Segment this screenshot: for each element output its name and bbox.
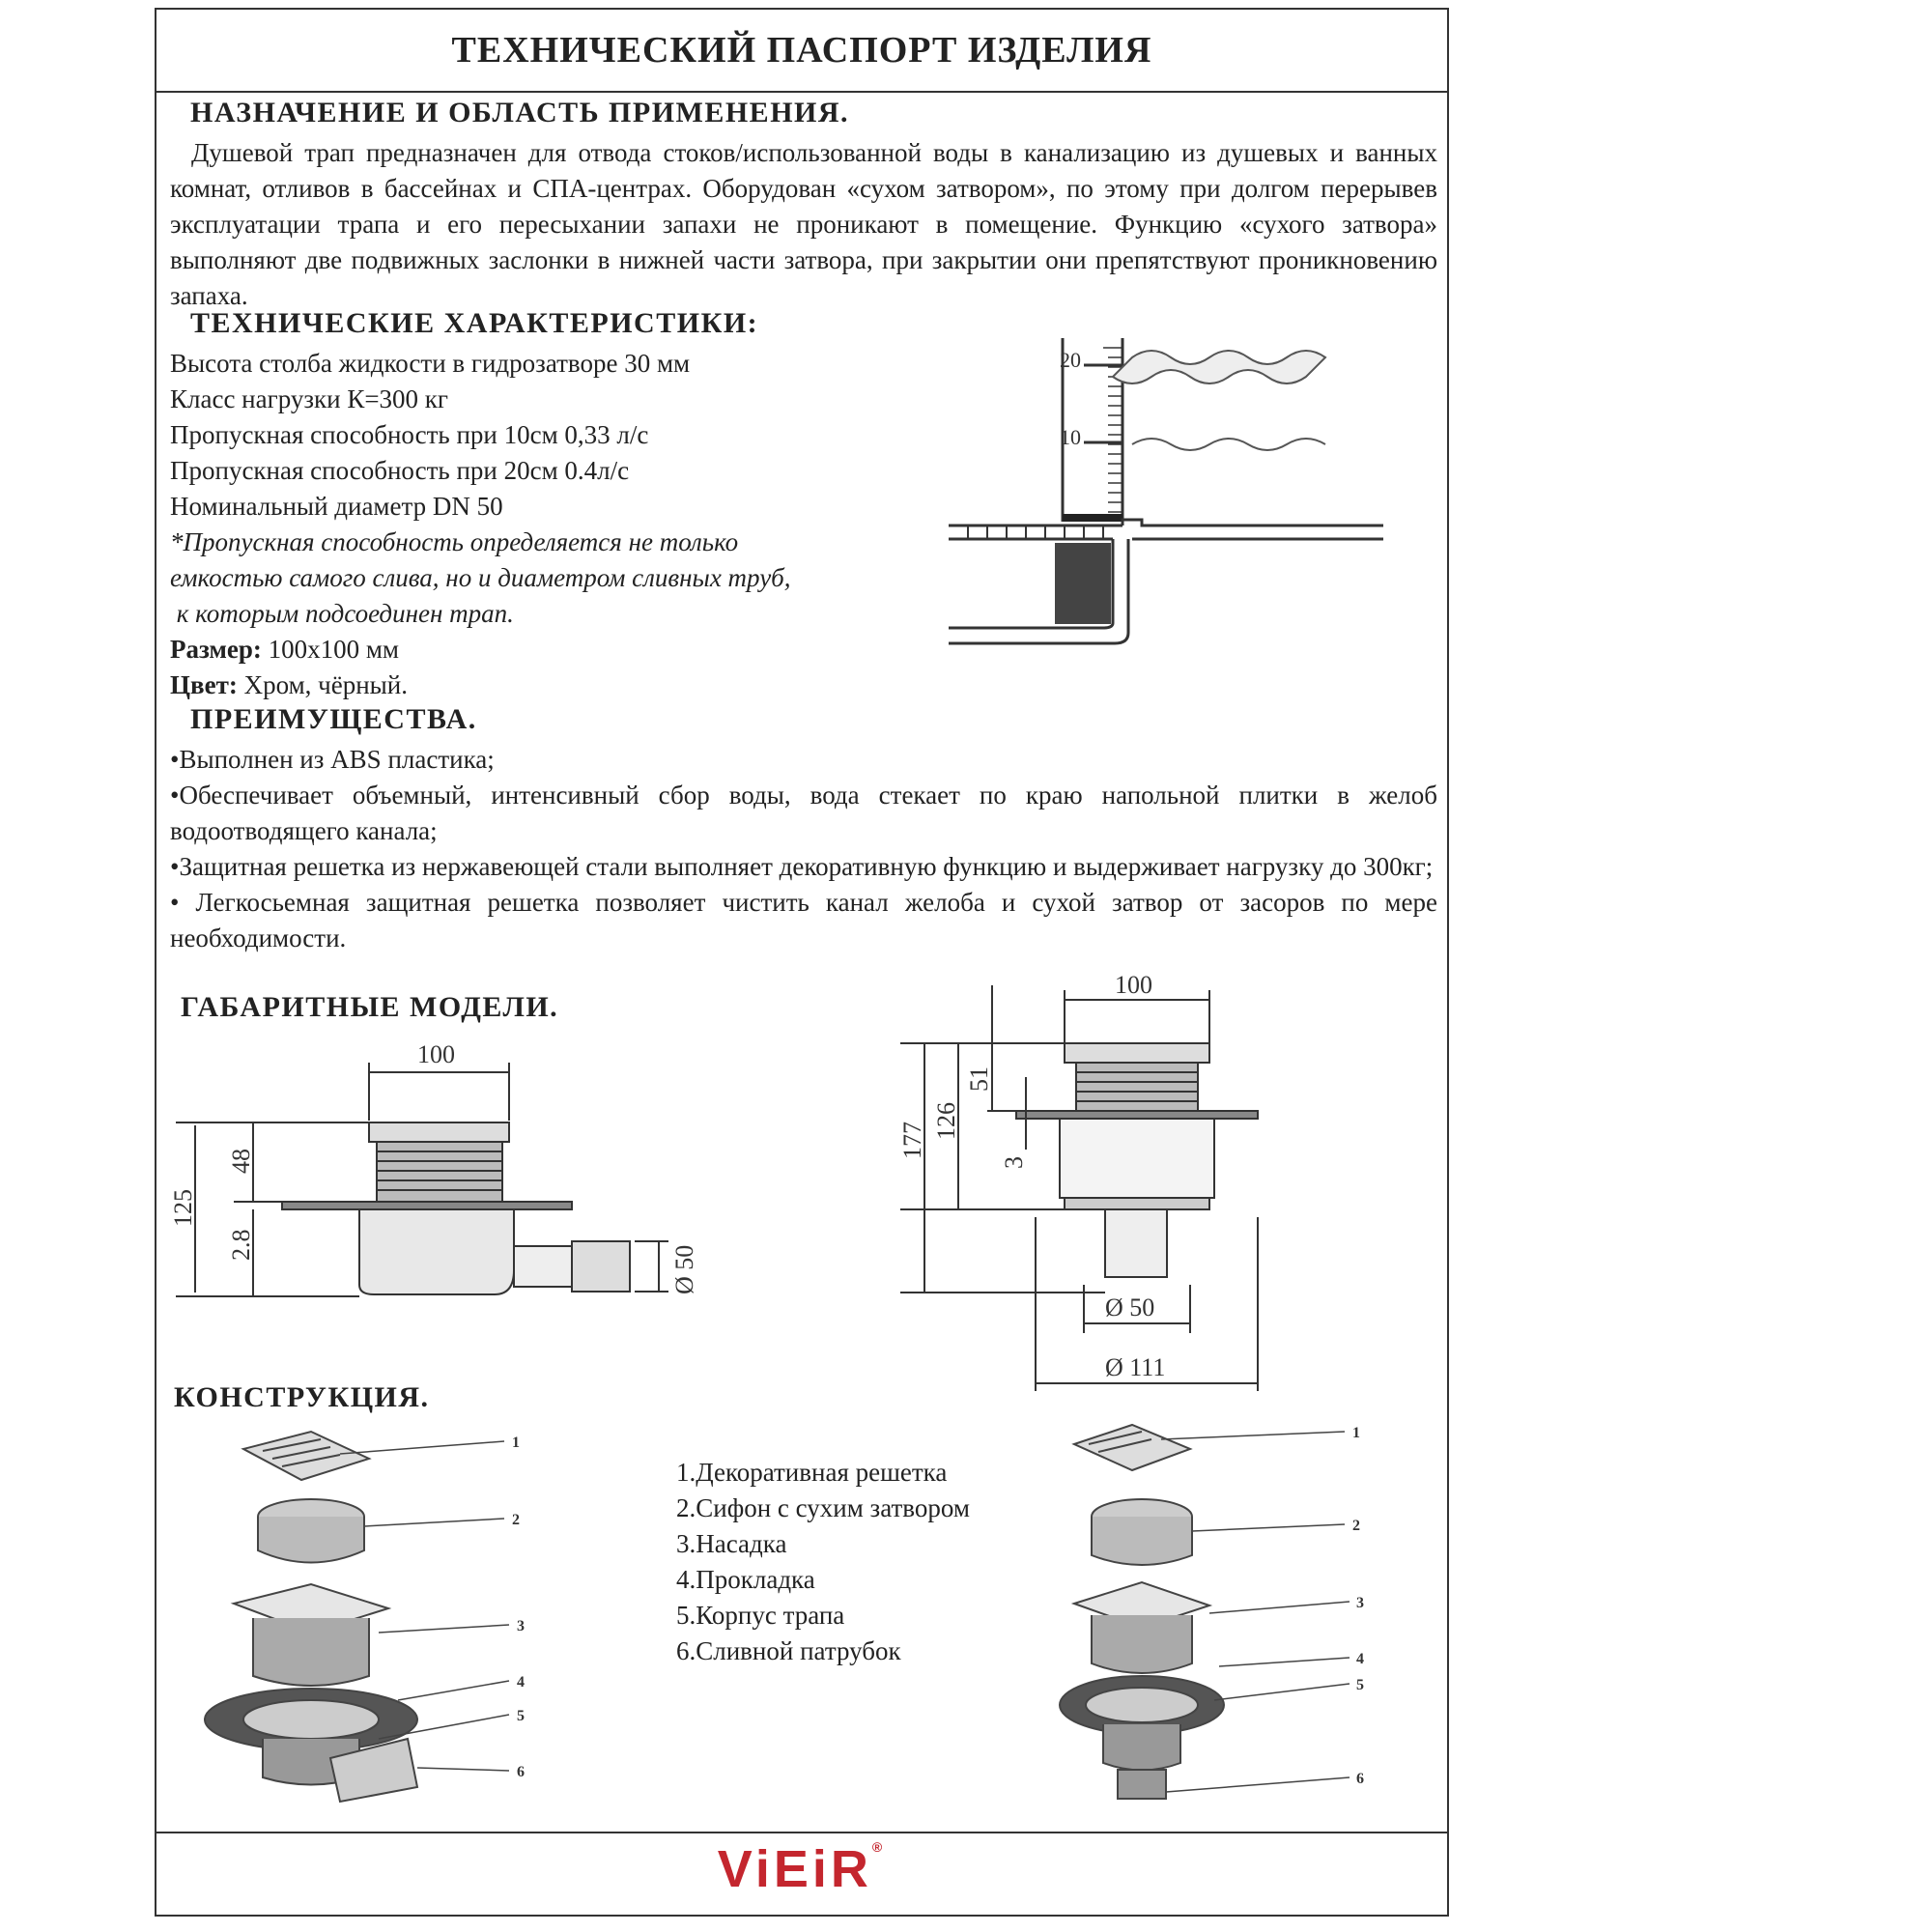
- page-title: ТЕХНИЧЕСКИЙ ПАСПОРТ ИЗДЕЛИЯ: [156, 10, 1447, 93]
- construction-heading: КОНСТРУКЦИЯ.: [174, 1381, 430, 1413]
- spec-size-value: 100х100 мм: [261, 635, 400, 664]
- left-width-label: 100: [417, 1040, 455, 1068]
- right-flange-label: 3: [1000, 1156, 1028, 1169]
- callout-3b: 3: [1356, 1595, 1364, 1611]
- spec-color-value: Хром, чёрный.: [237, 670, 409, 699]
- part-item: 1.Декоративная решетка: [676, 1458, 948, 1487]
- advantage-item: • Легкосьемная защитная решетка позволяет чистить канал желоба и сухой затвор от засоров по мере необходимости.: [170, 888, 1437, 952]
- footer-divider: [156, 1832, 1447, 1833]
- scale-label-20: 20: [1060, 348, 1081, 372]
- right-body-label: 126: [932, 1102, 960, 1140]
- spec-line: Класс нагрузки К=300 кг: [170, 384, 448, 413]
- bottom-outlet-drawing: [891, 966, 1432, 1410]
- callout-5b: 5: [1356, 1677, 1364, 1693]
- specs-heading: ТЕХНИЧЕСКИЕ ХАРАКТЕРИСТИКИ:: [190, 307, 759, 339]
- exploded-view-bottom-outlet: [1055, 1410, 1383, 1816]
- part-item: 5.Корпус трапа: [676, 1601, 845, 1630]
- registered-mark: ®: [871, 1839, 887, 1855]
- left-top-label: 48: [227, 1149, 255, 1174]
- part-item: 4.Прокладка: [676, 1565, 815, 1594]
- part-item: 2.Сифон с сухим затвором: [676, 1493, 970, 1522]
- advantage-item: •Обеспечивает объемный, интенсивный сбор воды, вода стекает по краю напольной плитки в желоб водоотводящего канала;: [170, 781, 1437, 845]
- spec-note-line: емкостью самого слива, но и диаметром сливных труб,: [170, 563, 791, 592]
- exploded-view-side-outlet: [185, 1420, 553, 1826]
- callout-4: 4: [517, 1674, 525, 1690]
- right-total-label: 177: [898, 1122, 926, 1159]
- purpose-heading: НАЗНАЧЕНИЕ И ОБЛАСТЬ ПРИМЕНЕНИЯ.: [190, 97, 850, 128]
- spec-line: Высота столба жидкости в гидрозатворе 30 мм: [170, 349, 691, 378]
- callout-1b: 1: [1352, 1425, 1360, 1441]
- left-height-label: 125: [169, 1189, 197, 1227]
- water-seal-diagram: [949, 328, 1393, 676]
- spec-line: Номинальный диаметр DN 50: [170, 492, 503, 521]
- spec-line: Пропускная способность при 20см 0.4л/с: [170, 456, 630, 485]
- spec-note-line: к которым подсоединен трап.: [170, 599, 514, 628]
- spec-note-line: *Пропускная способность определяется не только: [170, 527, 739, 556]
- specs-list: [170, 346, 791, 703]
- part-item: 3.Насадка: [676, 1529, 787, 1558]
- callout-1: 1: [512, 1435, 520, 1451]
- part-item: 6.Сливной патрубок: [676, 1636, 901, 1665]
- parts-list: [676, 1455, 970, 1669]
- purpose-text: Душевой трап предназначен для отвода стоков/использованной воды в канализацию из душевых и ванных комнат, отливов в бассейнах и СПА-центрах. Оборудован «сухом затвором», по этому при долгом перерывев эксплуатации трапа и его пересыхании запахи не проникают в помещение. Функцию «сухого затвора» выполняют две подвижных заслонки в нижней части затвора, при закрытии они препятствуют проникновению запаха.: [170, 138, 1437, 310]
- callout-5: 5: [517, 1708, 525, 1724]
- passport-sheet: [155, 8, 1449, 1917]
- right-outlet-label: Ø 50: [1105, 1293, 1155, 1321]
- callout-6b: 6: [1356, 1771, 1364, 1787]
- callout-4b: 4: [1356, 1651, 1364, 1667]
- side-outlet-drawing: [156, 1034, 736, 1323]
- right-top-label: 51: [965, 1066, 993, 1092]
- left-outlet-label: Ø 50: [670, 1244, 698, 1294]
- brand-logo: [156, 1839, 1447, 1899]
- advantage-item: •Выполнен из ABS пластика;: [170, 745, 495, 774]
- callout-2b: 2: [1352, 1518, 1360, 1534]
- spec-color: [170, 668, 791, 703]
- left-flange-label: 2.8: [227, 1229, 255, 1261]
- advantages-list: [170, 742, 1437, 956]
- spec-size: [170, 632, 791, 668]
- right-width-label: 100: [1115, 971, 1152, 999]
- callout-3: 3: [517, 1618, 525, 1634]
- right-diameter-label: Ø 111: [1105, 1353, 1166, 1381]
- callout-6: 6: [517, 1764, 525, 1780]
- advantage-item: •Защитная решетка из нержавеющей стали выполняет декоративную функцию и выдерживает нагрузку до 300кг;: [170, 852, 1434, 881]
- dimensions-heading: ГАБАРИТНЫЕ МОДЕЛИ.: [181, 991, 559, 1023]
- callout-2: 2: [512, 1512, 520, 1528]
- brand-name: ViEiR: [717, 1840, 872, 1898]
- scale-label-10: 10: [1060, 425, 1081, 449]
- spec-size-label: Размер:: [170, 635, 262, 664]
- spec-color-label: Цвет:: [170, 670, 238, 699]
- advantages-heading: ПРЕИМУЩЕСТВА.: [190, 703, 477, 735]
- spec-line: Пропускная способность при 10см 0,33 л/с: [170, 420, 649, 449]
